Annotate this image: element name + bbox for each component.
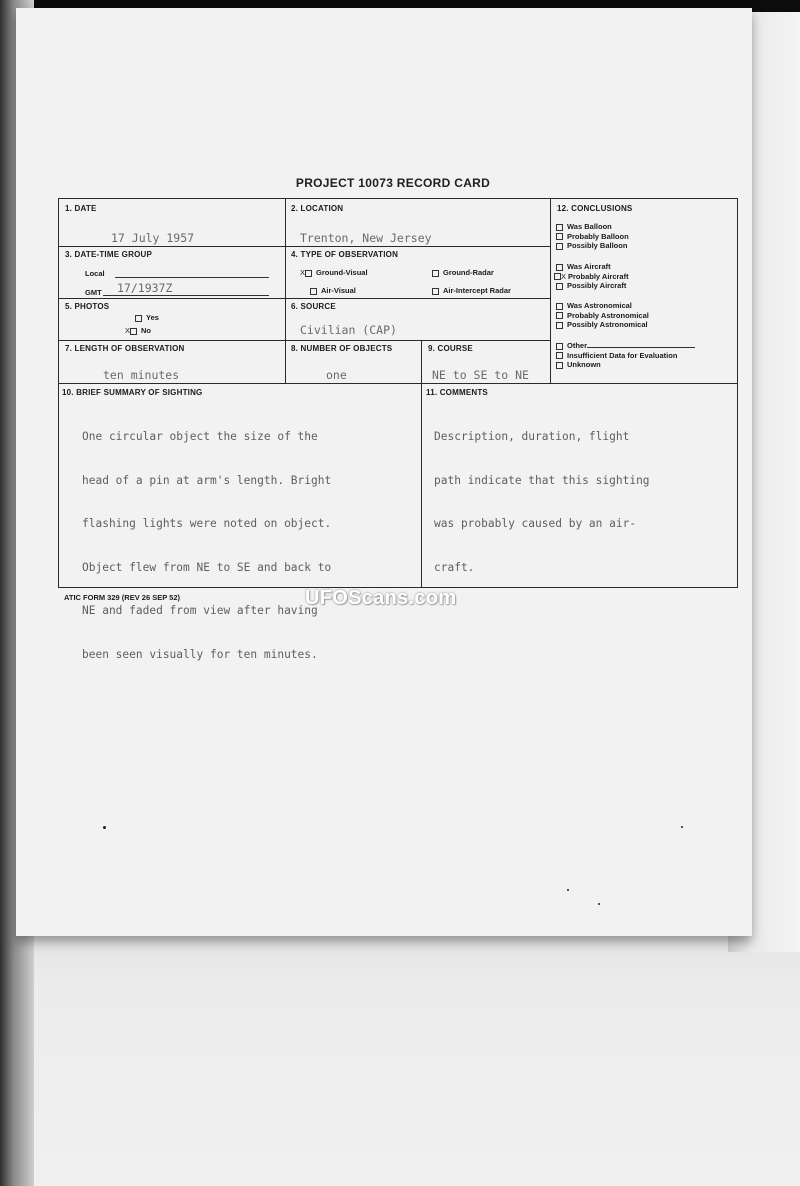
comments-line: craft. <box>434 560 475 574</box>
checkbox-icon <box>554 273 561 280</box>
local-label: Local <box>85 269 105 278</box>
local-line <box>115 277 269 278</box>
conclusion-item: Insufficient Data for Evaluation <box>556 351 732 361</box>
course-label: 9. COURSE <box>428 344 473 353</box>
date-value: 17 July 1957 <box>111 231 195 245</box>
ground-radar-option: Ground-Radar <box>432 268 494 277</box>
length-value: ten minutes <box>103 368 180 382</box>
summary-label: 10. BRIEF SUMMARY OF SIGHTING <box>62 388 203 397</box>
scan-speck <box>681 826 683 828</box>
summary-line: Object flew from NE to SE and back to <box>82 560 332 574</box>
checkbox-icon <box>556 303 563 310</box>
conclusion-item: X Probably Aircraft <box>554 272 629 282</box>
conclusion-item: Probably Balloon <box>556 232 629 242</box>
num-objects-label: 8. NUMBER OF OBJECTS <box>291 344 393 353</box>
obs-type-label: 4. TYPE OF OBSERVATION <box>291 250 399 259</box>
checkbox-icon <box>556 243 563 250</box>
location-label: 2. LOCATION <box>291 204 344 213</box>
course-cell <box>422 341 551 384</box>
checkbox-icon <box>130 328 137 335</box>
source-value: Civilian (CAP) <box>300 323 397 337</box>
location-value: Trenton, New Jersey <box>300 231 432 245</box>
comments-text <box>434 401 650 590</box>
num-objects-value: one <box>326 368 347 382</box>
comments-label: 11. COMMENTS <box>426 388 488 397</box>
checkbox-icon <box>556 312 563 319</box>
location-cell <box>286 199 551 247</box>
conclusion-item: Was Balloon <box>556 222 629 232</box>
obs-type-cell <box>286 247 551 299</box>
date-cell <box>59 199 286 247</box>
conclusions-group-aircraft <box>556 262 629 291</box>
watermark-text: UFOScans.com <box>305 587 457 609</box>
checkbox-icon <box>305 270 312 277</box>
conclusions-group-astronomical <box>556 301 649 330</box>
checkbox-icon <box>310 288 317 295</box>
ground-visual-mark: X <box>300 268 306 277</box>
summary-line: One circular object the size of the <box>82 430 318 443</box>
probably-aircraft-mark: X <box>561 271 567 281</box>
course-value: NE to SE to NE <box>432 368 529 382</box>
checkbox-icon <box>556 283 563 290</box>
summary-line: flashing lights were noted on object. <box>82 517 332 530</box>
photos-no-option: X No <box>125 326 152 335</box>
air-visual-option: Air-Visual <box>310 286 356 295</box>
gmt-label: GMT <box>85 288 102 297</box>
gmt-value: 17/1937Z <box>117 281 173 295</box>
length-label: 7. LENGTH OF OBSERVATION <box>65 344 185 353</box>
date-label: 1. DATE <box>65 204 97 213</box>
checkbox-icon <box>556 233 563 240</box>
gmt-line <box>103 295 269 296</box>
length-cell <box>59 341 286 384</box>
photos-no-mark: X <box>125 326 131 335</box>
conclusions-label: 12. CONCLUSIONS <box>557 204 633 213</box>
air-intercept-option: Air-Intercept Radar <box>432 286 511 295</box>
summary-text <box>82 401 331 677</box>
photos-yes-option: Yes <box>135 313 159 322</box>
source-cell <box>286 299 551 341</box>
scan-background <box>0 895 800 1186</box>
comments-line: path indicate that this sighting <box>434 473 650 487</box>
source-label: 6. SOURCE <box>291 302 336 311</box>
summary-line: NE and faded from view after having <box>82 604 318 617</box>
conclusion-item: Possibly Balloon <box>556 241 629 251</box>
scan-speck <box>103 826 106 829</box>
checkbox-icon <box>556 322 563 329</box>
conclusion-item: Was Aircraft <box>556 262 629 272</box>
checkbox-icon <box>556 343 563 350</box>
num-objects-cell <box>286 341 422 384</box>
ground-visual-option: X Ground-Visual <box>300 268 368 277</box>
scan-speck <box>598 903 600 905</box>
summary-line: head of a pin at arm's length. Bright <box>82 473 332 487</box>
conclusion-item: Probably Astronomical <box>556 311 649 321</box>
conclusion-item: Possibly Astronomical <box>556 320 649 330</box>
comments-line: was probably caused by an air- <box>434 517 637 530</box>
dtg-cell <box>59 247 286 299</box>
conclusions-group-balloon <box>556 222 629 251</box>
dtg-label: 3. DATE-TIME GROUP <box>65 250 153 259</box>
form-identifier: ATIC FORM 329 (REV 26 SEP 52) <box>64 593 181 602</box>
conclusion-item: Unknown <box>556 360 732 370</box>
conclusion-item: Other <box>556 341 732 351</box>
conclusions-group-other <box>556 341 732 370</box>
checkbox-icon <box>556 352 563 359</box>
conclusion-item: Possibly Aircraft <box>556 281 629 291</box>
conclusion-item: Was Astronomical <box>556 301 649 311</box>
checkbox-icon <box>556 362 563 369</box>
scan-speck <box>567 889 569 891</box>
checkbox-icon <box>432 288 439 295</box>
summary-line: been seen visually for ten minutes. <box>82 647 318 661</box>
checkbox-icon <box>556 224 563 231</box>
checkbox-icon <box>135 315 142 322</box>
photos-cell <box>59 299 286 341</box>
comments-line: Description, duration, flight <box>434 430 630 443</box>
card-title: PROJECT 10073 RECORD CARD <box>295 176 491 190</box>
checkbox-icon <box>556 264 563 271</box>
photos-label: 5. PHOTOS <box>65 302 110 311</box>
checkbox-icon <box>432 270 439 277</box>
